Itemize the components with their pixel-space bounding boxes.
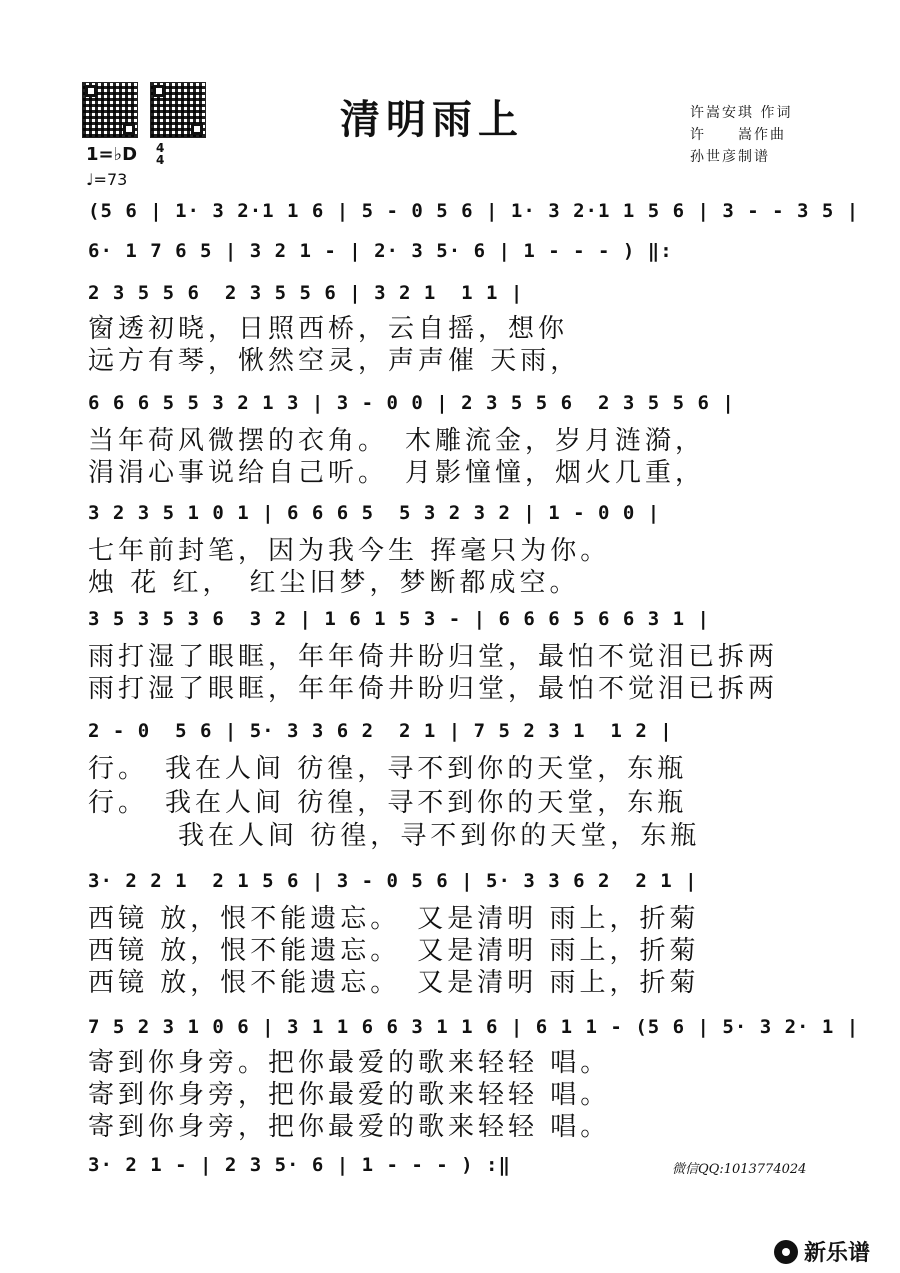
score-row-8: 3· 2 2 1 2 1 5 6 | 3 - 0 5 6 | 5· 3 3 6 2 2 1 | xyxy=(88,870,698,892)
score-row-9: 7 5 2 3 1 0 6 | 3 1 1 6 6 3 1 1 6 | 6 1 1 - (5 6 | 5· 3 2· 1 | xyxy=(88,1016,860,1038)
lyric-row-4a: 当年荷风微摆的衣角。 木雕流金，岁月涟漪， xyxy=(88,426,706,456)
lyric-row-9b: 寄到你身旁，把你最爱的歌来轻轻 唱。 xyxy=(88,1080,611,1110)
score-row-2: 6· 1 7 6 5 | 3 2 1 - | 2· 3 5· 6 | 1 - - - ) ‖: xyxy=(88,240,673,262)
lyric-row-3a: 窗透初晓，日照西桥，云自摇，想你 xyxy=(88,314,569,344)
time-signature: 4 4 xyxy=(156,141,165,167)
tempo: ♩=73 xyxy=(86,170,128,189)
lyric-row-7a: 行。 我在人间 彷徨，寻不到你的天堂，东瓶 xyxy=(88,754,688,784)
lyric-row-7b: 行。 我在人间 彷徨，寻不到你的天堂，东瓶 xyxy=(88,788,688,818)
score-row-10: 3· 2 1 - | 2 3 5· 6 | 1 - - - ) :‖ xyxy=(88,1154,511,1176)
site-logo xyxy=(774,1236,870,1267)
score-row-4: 6 6 6 5 5 3 2 1 3 | 3 - 0 0 | 2 3 5 5 6 2 3 5 5 6 | xyxy=(88,392,735,414)
composer: 许 嵩作曲 xyxy=(690,127,786,143)
lyric-row-4b: 涓涓心事说给自己听。 月影憧憧，烟火几重， xyxy=(88,458,706,488)
score-row-7: 2 - 0 5 6 | 5· 3 3 6 2 2 1 | 7 5 2 3 1 1 2 | xyxy=(88,720,673,742)
qr-code-1 xyxy=(82,82,138,138)
lyric-row-8b: 西镜 放，恨不能遗忘。 又是清明 雨上，折菊 xyxy=(88,936,700,966)
lyric-row-3b: 远方有琴，愀然空灵，声声催 天雨， xyxy=(88,346,581,376)
lyric-row-8a: 西镜 放，恨不能遗忘。 又是清明 雨上，折菊 xyxy=(88,904,700,934)
score-row-3: 2 3 5 5 6 2 3 5 5 6 | 3 2 1 1 1 | xyxy=(88,282,524,304)
lyric-row-9c: 寄到你身旁，把你最爱的歌来轻轻 唱。 xyxy=(88,1112,611,1142)
transcriber: 孙世彦制谱 xyxy=(690,149,770,165)
lyric-row-6a: 雨打湿了眼眶，年年倚井盼归堂，最怕不觉泪已拆两 xyxy=(88,642,779,672)
score-row-5: 3 2 3 5 1 0 1 | 6 6 6 5 5 3 2 3 2 | 1 - 0 0 | xyxy=(88,502,661,524)
song-title: 清明雨上 xyxy=(340,97,524,143)
credits xyxy=(690,102,792,168)
site-logo-text: 新乐谱 xyxy=(804,1241,871,1266)
lyric-row-8c: 西镜 放，恨不能遗忘。 又是清明 雨上，折菊 xyxy=(88,968,700,998)
key-signature: 1=♭D xyxy=(86,144,138,165)
vinyl-disc-icon xyxy=(774,1240,798,1264)
score-row-1: (5 6 | 1· 3 2·1 1 6 | 5 - 0 5 6 | 1· 3 2·1 1 5 6 | 3 - - 3 5 | xyxy=(88,200,860,222)
lyric-row-6b: 雨打湿了眼眶，年年倚井盼归堂，最怕不觉泪已拆两 xyxy=(88,674,779,704)
lyric-row-9a: 寄到你身旁。把你最爱的歌来轻轻 唱。 xyxy=(88,1048,611,1078)
lyricist: 许嵩安琪 作词 xyxy=(690,105,793,121)
wechat-contact: 微信QQ:1013774024 xyxy=(672,1162,807,1177)
score-row-6: 3 5 3 5 3 6 3 2 | 1 6 1 5 3 - | 6 6 6 5 6 6 3 1 | xyxy=(88,608,710,630)
lyric-row-7c: 我在人间 彷徨，寻不到你的天堂，东瓶 xyxy=(88,821,701,851)
lyric-row-5a: 七年前封笔，因为我今生 挥毫只为你。 xyxy=(88,536,611,566)
lyric-row-5b: 烛 花 红， 红尘旧梦，梦断都成空。 xyxy=(88,568,580,598)
qr-code-2 xyxy=(150,82,206,138)
